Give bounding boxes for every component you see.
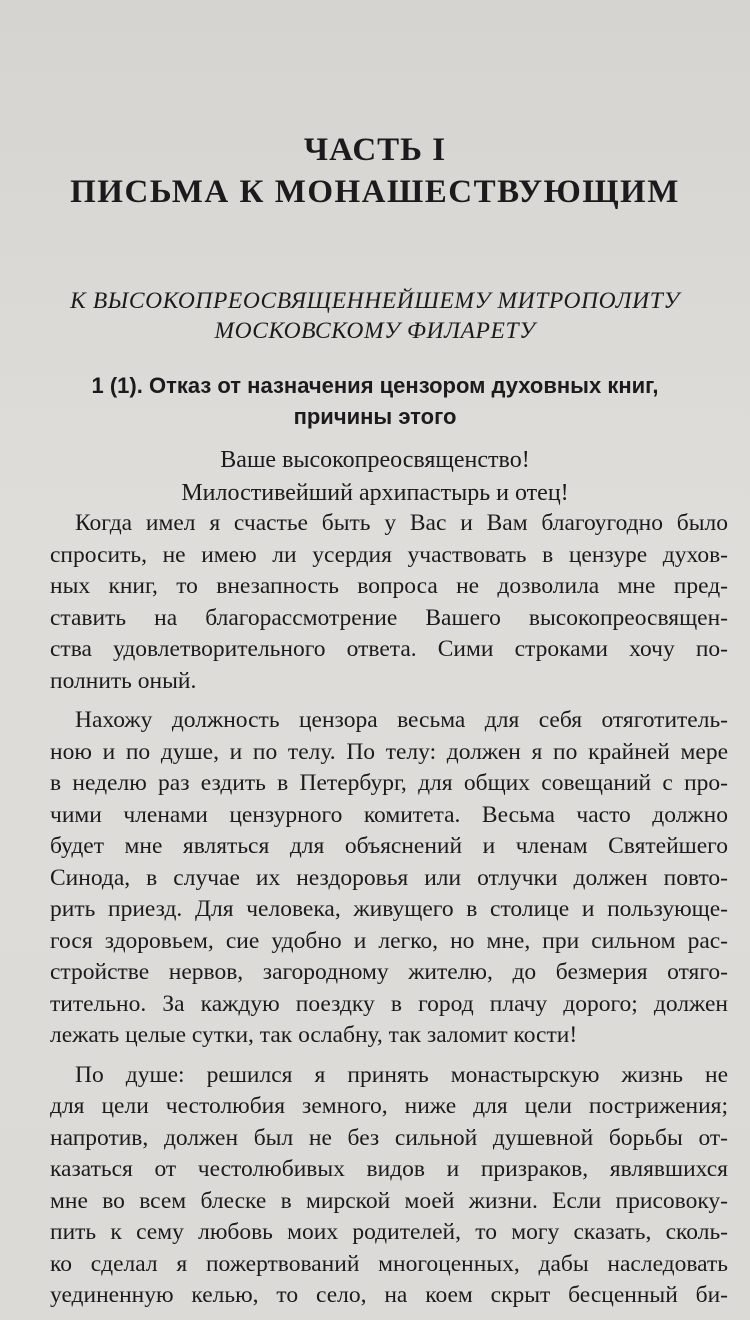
text-line: напротив, должен был не без сильной душевной борьбы от- bbox=[50, 1124, 728, 1151]
text-line: полнить оный. bbox=[50, 667, 197, 694]
text-line: спросить, не имею ли усердия участвовать в цензуре духов- bbox=[50, 541, 728, 568]
text-line: чими членами цензурного комитета. Весьма часто должно bbox=[50, 801, 728, 828]
paragraph bbox=[50, 508, 728, 697]
addressee-line-2: МОСКОВСКОМУ ФИЛАРЕТУ bbox=[214, 318, 536, 344]
text-line: казаться от честолюбивых видов и призраков, являвшихся bbox=[50, 1156, 728, 1182]
text-line: По душе: решился я принять монастырскую жизнь не bbox=[75, 1061, 728, 1088]
text-line: уединенную келью, то село, на коем скрыт бесценный би- bbox=[50, 1282, 728, 1308]
text-line: Синода, в случае их нездоровья или отлучки должен повто- bbox=[50, 864, 728, 891]
text-line: Нахожу должность цензора весьма для себя отяготитель- bbox=[75, 707, 728, 733]
text-line: стройстве нервов, загородному жителю, до безмерия отяго- bbox=[50, 959, 728, 985]
text-line: ко сделал я пожертвований многоценных, дабы наследовать bbox=[50, 1250, 728, 1277]
text-line: будет мне являться для объяснений и членам Святейшего bbox=[50, 833, 728, 859]
letter-body bbox=[50, 508, 728, 1320]
letter-title bbox=[0, 370, 750, 432]
letter-title-line-1: 1 (1). Отказ от назначения цензором духовных книг, bbox=[91, 373, 659, 398]
text-line: для цели честолюбия земного, ниже для цели пострижения; bbox=[50, 1093, 728, 1119]
salutation-line-1: Ваше высокопреосвященство! bbox=[220, 447, 530, 473]
text-line: в неделю раз ездить в Петербург, для общих совещаний с про- bbox=[50, 770, 728, 796]
text-line: гося здоровьем, сие удобно и легко, но мне, при сильном рас- bbox=[50, 927, 728, 954]
text-line: ства удовлетворительного ответа. Сими строками хочу по- bbox=[50, 636, 728, 662]
text-line: лежать целые сутки, так ослабну, так заломит кости! bbox=[50, 1022, 578, 1048]
text-line: рить приезд. Для человека, живущего в столице и пользующе- bbox=[50, 896, 728, 922]
part-subtitle: ПИСЬМА К МОНАШЕСТВУЮЩИМ bbox=[70, 174, 680, 210]
text-line: ных книг, то внезапность вопроса не дозволила мне пред- bbox=[50, 573, 728, 599]
text-line: пить к сему любовь моих родителей, то могу сказать, сколь- bbox=[50, 1219, 728, 1245]
salutation bbox=[0, 444, 750, 510]
text-line: тительно. За каждую поездку в город плачу дорого; должен bbox=[50, 990, 728, 1017]
part-title: ЧАСТЬ I bbox=[303, 132, 447, 168]
salutation-line-2: Милостивейший архипастырь и отец! bbox=[181, 480, 569, 506]
text-line: ною и по душе, и по телу. По телу: должен я по крайней мере bbox=[50, 738, 728, 765]
text-line: Когда имел я счастье быть у Вас и Вам благоугодно было bbox=[75, 510, 728, 536]
addressee-line-1: К ВЫСОКОПРЕОСВЯЩЕННЕЙШЕМУ МИТРОПОЛИТУ bbox=[70, 288, 680, 314]
part-heading bbox=[0, 130, 750, 214]
letter-title-line-2: причины этого bbox=[293, 404, 457, 429]
text-line: мне во всем блеске в мирской моей жизни. Если присовоку- bbox=[50, 1187, 728, 1214]
paragraph bbox=[50, 1060, 728, 1312]
text-line: ставить на благорассмотрение Вашего высокопреосвящен- bbox=[50, 604, 728, 631]
paragraph bbox=[50, 705, 728, 1052]
addressee-heading bbox=[0, 286, 750, 346]
